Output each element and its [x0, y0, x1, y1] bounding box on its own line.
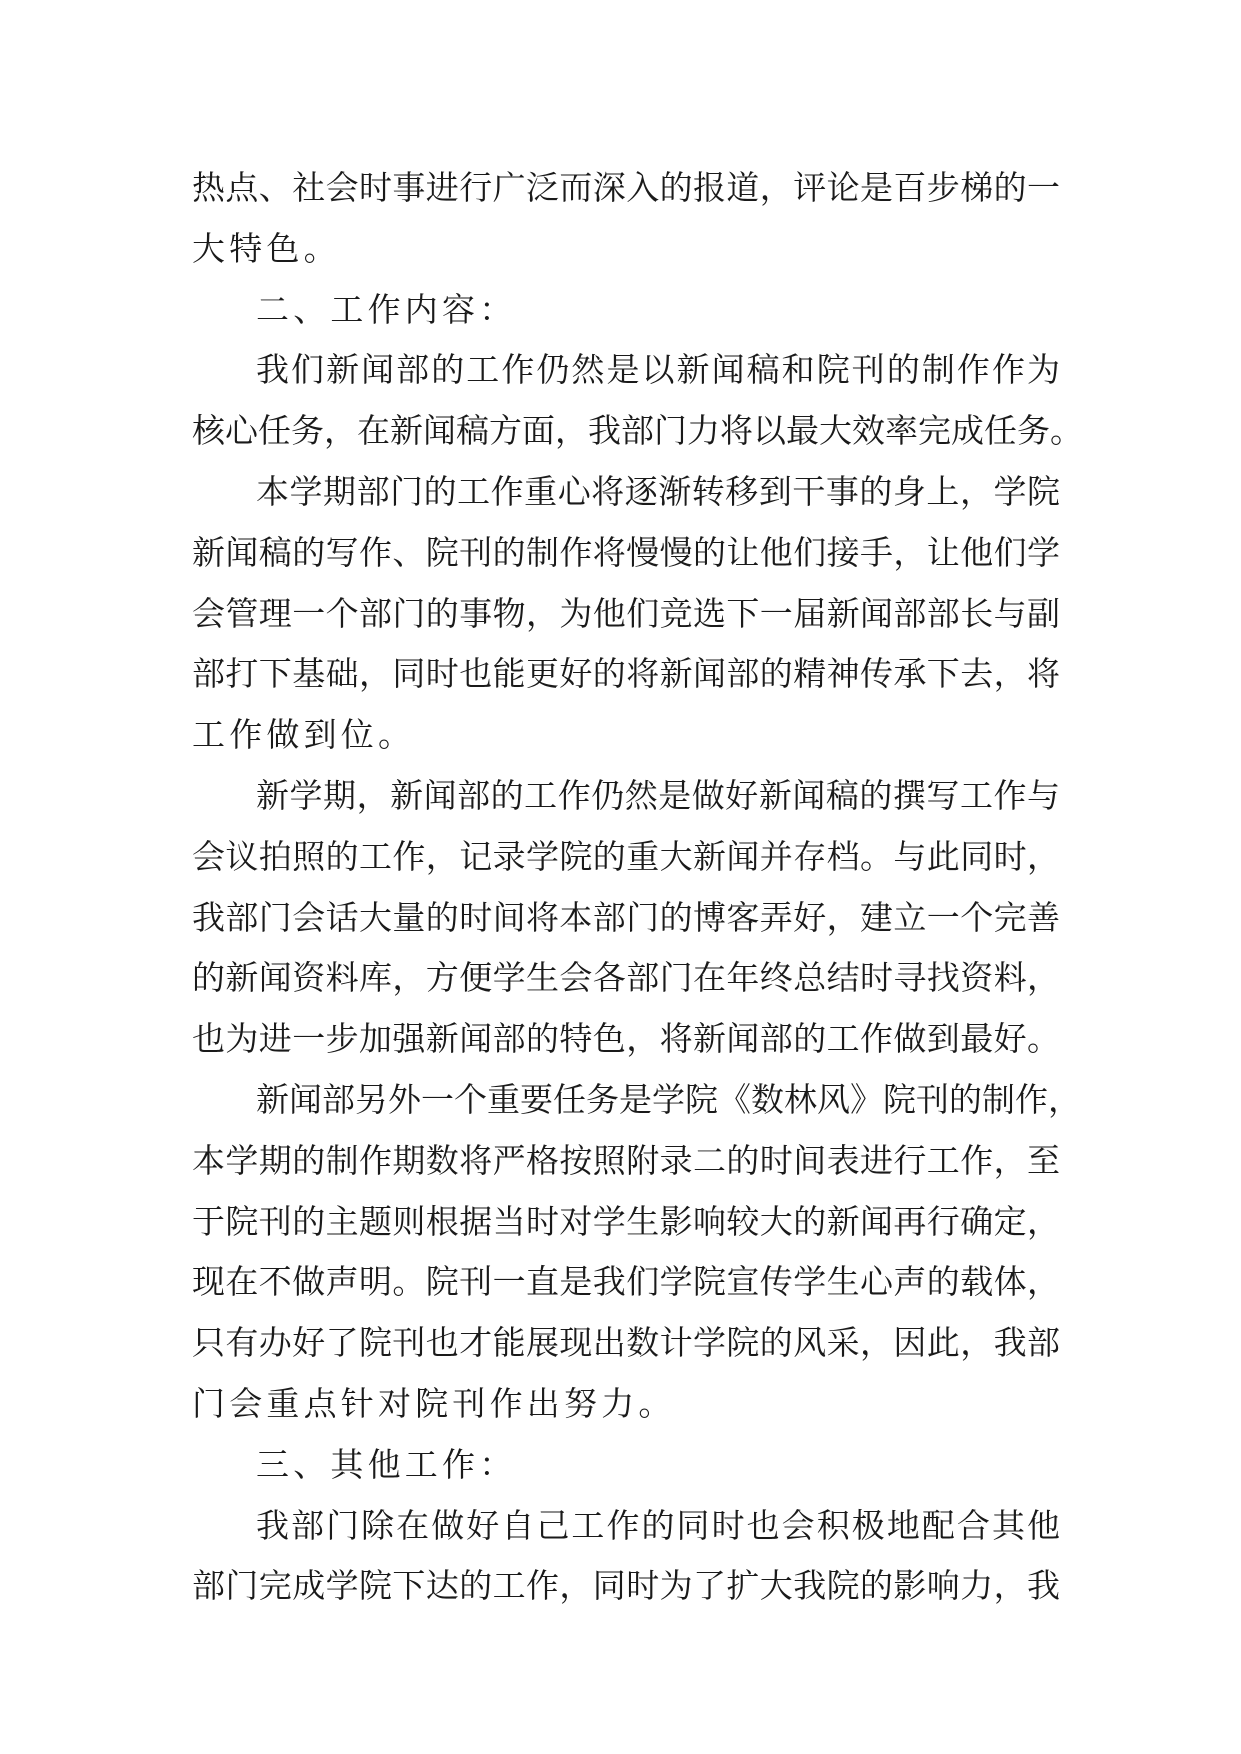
- document-body: [192, 158, 1083, 1617]
- text-line: 工作做到位。: [192, 715, 416, 755]
- text-line: 新闻稿的写作、院刊的制作将慢慢的让他们接手，让他们学: [192, 532, 1060, 572]
- text-line: 于院刊的主题则根据当时对学生影响较大的新闻再行确定，: [192, 1201, 1060, 1241]
- text-line: 也为进一步加强新闻部的特色，将新闻部的工作做到最好。: [192, 1019, 1060, 1059]
- text-line: 只有办好了院刊也才能展现出数计学院的风采，因此，我部: [192, 1323, 1060, 1363]
- section-heading: 三、其他工作：: [256, 1444, 517, 1484]
- section-heading: 二、工作内容：: [256, 289, 517, 329]
- text-line: 现在不做声明。院刊一直是我们学院宣传学生心声的载体，: [192, 1262, 1060, 1302]
- text-line: 门会重点针对院刊作出努力。: [192, 1383, 676, 1423]
- text-line: 会管理一个部门的事物，为他们竞选下一届新闻部部长与副: [192, 593, 1060, 633]
- text-line: 本学期的制作期数将严格按照附录二的时间表进行工作，至: [192, 1140, 1060, 1180]
- text-line: 新学期，新闻部的工作仍然是做好新闻稿的撰写工作与: [256, 775, 1060, 815]
- text-line: 新闻部另外一个重要任务是学院《数林风》院刊的制作，: [256, 1079, 1081, 1119]
- text-line: 热点、社会时事进行广泛而深入的报道，评论是百步梯的一: [192, 168, 1060, 207]
- text-line: 大特色。: [192, 228, 341, 268]
- text-line: 我们新闻部的工作仍然是以新闻稿和院刊的制作作为: [256, 350, 1060, 390]
- text-line: 我部门除在做好自己工作的同时也会积极地配合其他: [256, 1505, 1060, 1545]
- text-line: 我部门会话大量的时间将本部门的博客弄好，建立一个完善: [192, 897, 1060, 937]
- text-line: 部门完成学院下达的工作，同时为了扩大我院的影响力，我: [192, 1566, 1060, 1606]
- text-line: 的新闻资料库，方便学生会各部门在年终总结时寻找资料，: [192, 958, 1060, 998]
- text-line: 会议拍照的工作，记录学院的重大新闻并存档。与此同时，: [192, 836, 1060, 876]
- text-line: 本学期部门的工作重心将逐渐转移到干事的身上，学院: [256, 471, 1060, 511]
- text-line: 核心任务，在新闻稿方面，我部门力将以最大效率完成任务。: [192, 411, 1083, 451]
- text-line: 部打下基础，同时也能更好的将新闻部的精神传承下去，将: [192, 654, 1060, 694]
